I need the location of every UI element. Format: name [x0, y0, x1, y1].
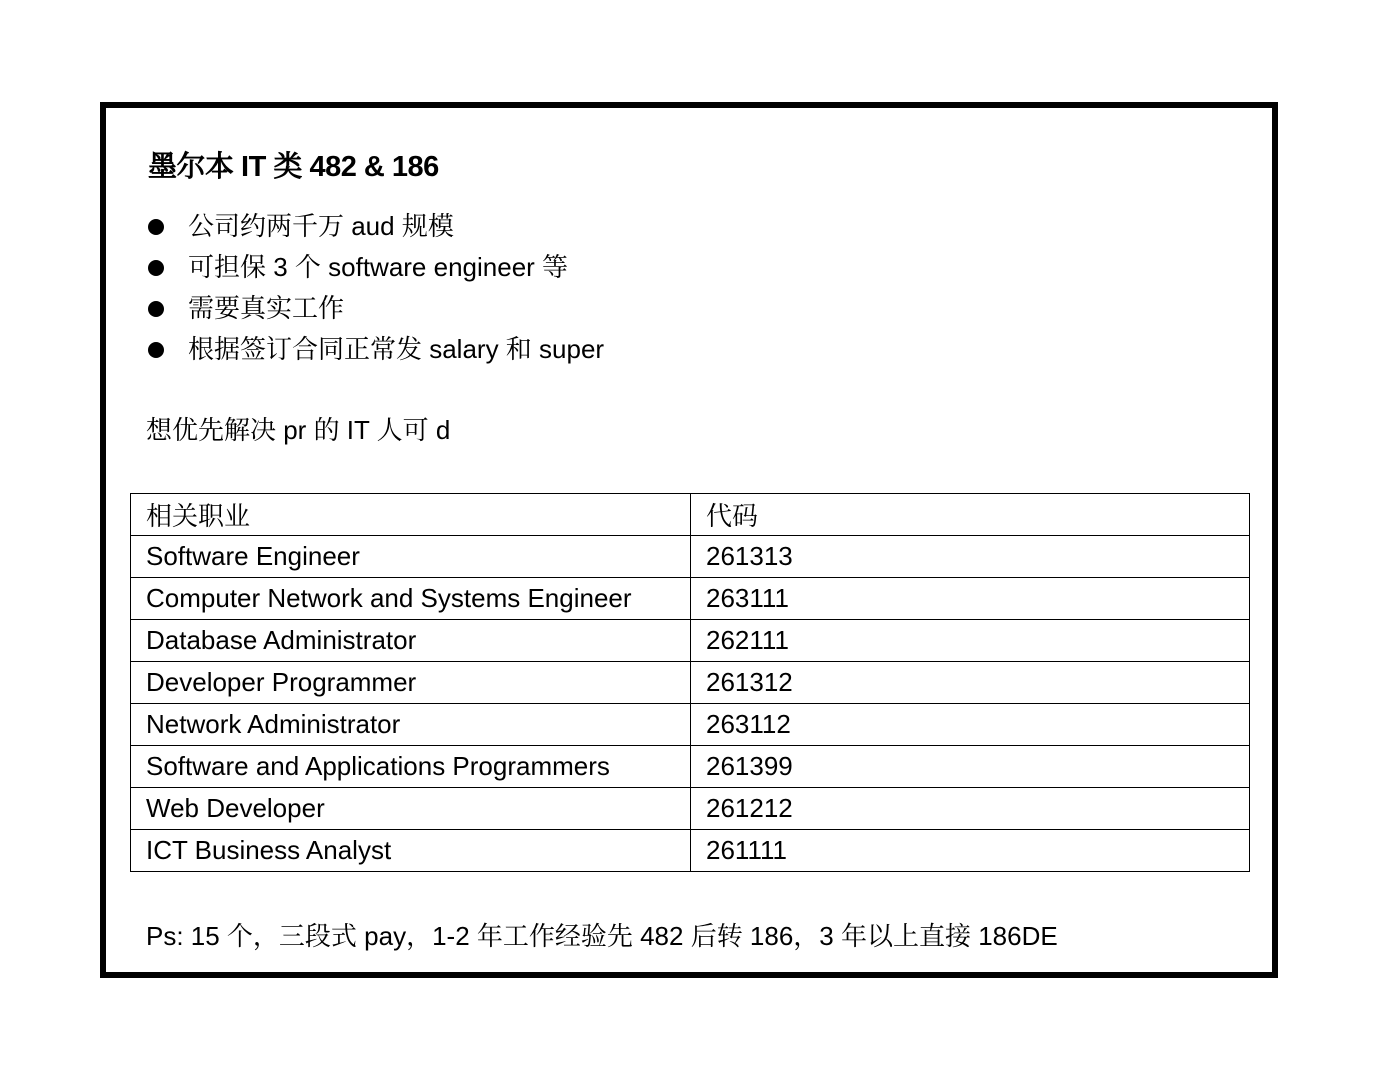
table-row: [131, 746, 1250, 788]
code-cell: 261399: [691, 746, 1250, 788]
code-cell: 261111: [691, 830, 1250, 872]
table-row: [131, 620, 1250, 662]
bullet-item: [140, 247, 604, 288]
occupation-cell: ICT Business Analyst: [131, 830, 691, 872]
bullet-text: 根据签订合同正常发 salary 和 super: [188, 334, 605, 364]
document-title: 墨尔本 IT 类 482 & 186: [148, 151, 439, 183]
code-cell: 262111: [691, 620, 1250, 662]
table-row: [131, 788, 1250, 830]
occupation-cell: Software and Applications Programmers: [131, 746, 691, 788]
bullet-text: 公司约两千万 aud 规模: [188, 211, 454, 241]
code-cell: 263111: [691, 578, 1250, 620]
code-cell: 261212: [691, 788, 1250, 830]
occupation-table: [130, 493, 1250, 872]
occupation-cell: Web Developer: [131, 788, 691, 830]
bullet-dot-icon: [148, 342, 164, 358]
bullet-item: [140, 288, 604, 329]
bullet-dot-icon: [148, 219, 164, 235]
bullet-text: 可担保 3 个 software engineer 等: [188, 252, 569, 282]
occupation-cell: Computer Network and Systems Engineer: [131, 578, 691, 620]
document-frame: [100, 102, 1278, 978]
table-row: [131, 830, 1250, 872]
occupation-cell: Database Administrator: [131, 620, 691, 662]
table-row: [131, 578, 1250, 620]
occupation-cell: Network Administrator: [131, 704, 691, 746]
bullet-item: [140, 206, 604, 247]
table-row: [131, 662, 1250, 704]
header-occupation: 相关职业: [131, 494, 691, 536]
table-row: [131, 704, 1250, 746]
note-text: 想优先解决 pr 的 IT 人可 d: [146, 415, 451, 445]
ps-note: Ps: 15 个，三段式 pay，1-2 年工作经验先 482 后转 186，3 年以上直接 186DE: [146, 921, 1058, 951]
bullet-item: [140, 329, 604, 370]
header-code: 代码: [691, 494, 1250, 536]
bullet-list: [140, 206, 604, 370]
bullet-text: 需要真实工作: [188, 293, 345, 323]
bullet-dot-icon: [148, 301, 164, 317]
occupation-cell: Software Engineer: [131, 536, 691, 578]
bullet-dot-icon: [148, 260, 164, 276]
code-cell: 261313: [691, 536, 1250, 578]
occupation-cell: Developer Programmer: [131, 662, 691, 704]
table-header-row: [131, 494, 1250, 536]
code-cell: 263112: [691, 704, 1250, 746]
table-row: [131, 536, 1250, 578]
code-cell: 261312: [691, 662, 1250, 704]
